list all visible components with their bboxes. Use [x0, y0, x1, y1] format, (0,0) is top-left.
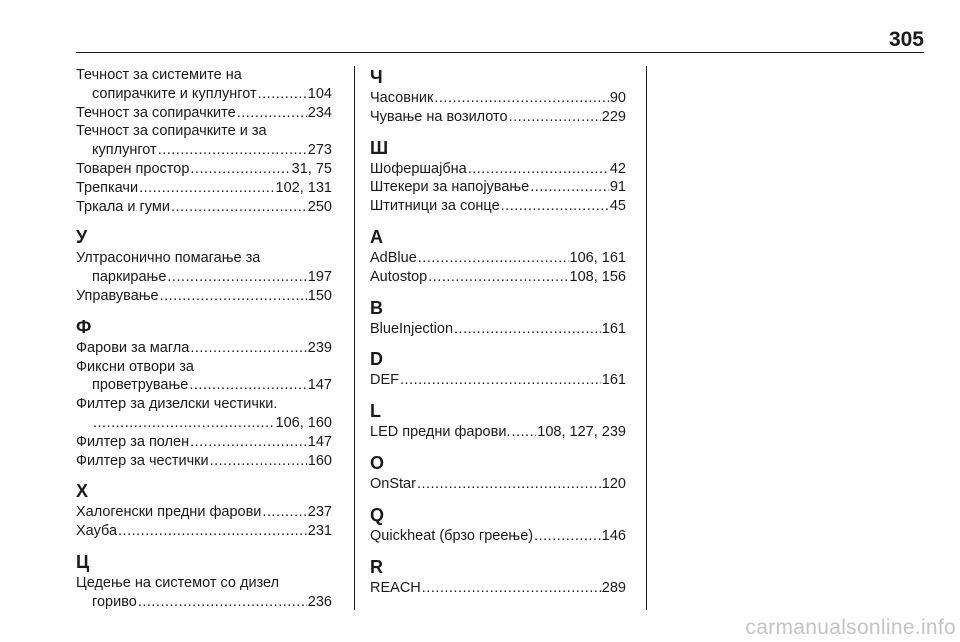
index-entry-line	[76, 452, 332, 471]
page-reference[interactable]: 108, 156	[569, 268, 626, 285]
index-entry-line	[370, 423, 626, 442]
index-entry-text: паркирање	[92, 269, 167, 286]
dot-leader	[417, 475, 601, 494]
dot-leader	[118, 522, 307, 541]
index-column-left	[76, 66, 332, 612]
index-entry[interactable]	[76, 574, 332, 612]
page-number: 305	[888, 28, 924, 51]
page-reference[interactable]: 150	[307, 287, 332, 304]
section-letter: У	[76, 227, 88, 248]
index-entry-text: проветрување	[92, 377, 189, 394]
index-entry-text: LED предни фарови.	[370, 424, 511, 441]
index-entry[interactable]	[370, 89, 626, 108]
page-reference[interactable]: 273	[307, 142, 332, 159]
index-entry-text: Quickheat (брзо греење)	[370, 527, 534, 544]
index-entry[interactable]	[76, 395, 332, 433]
dot-leader	[93, 414, 275, 433]
index-entry[interactable]	[76, 522, 332, 541]
dot-leader	[534, 527, 601, 546]
header-rule	[76, 52, 924, 53]
index-entry[interactable]	[76, 249, 332, 287]
index-entry-line	[76, 104, 332, 123]
index-entry-text: Течност за сопирачките	[76, 104, 236, 121]
index-entry[interactable]	[76, 198, 332, 217]
index-entry[interactable]	[370, 579, 626, 598]
index-entry-text: Шофершајбна	[370, 160, 467, 177]
index-entry-text: Течност за системите на	[76, 67, 242, 83]
index-entry-line	[76, 414, 332, 433]
index-entry-text: AdBlue	[370, 249, 417, 266]
index-entry[interactable]	[370, 178, 626, 197]
index-entry-line	[76, 433, 332, 452]
section-letter: Ч	[370, 67, 383, 87]
index-entry-line	[76, 287, 332, 306]
page-reference[interactable]: 91	[609, 179, 626, 196]
index-entry[interactable]	[370, 423, 626, 442]
section-letter: Х	[76, 481, 89, 502]
section-letter: R	[370, 556, 383, 577]
index-entry[interactable]	[370, 320, 626, 339]
index-entry-line	[76, 395, 332, 414]
index-entry[interactable]	[370, 475, 626, 494]
dot-leader	[262, 503, 306, 522]
dot-leader	[171, 198, 307, 217]
section-letter: O	[370, 452, 385, 473]
index-entry-line	[76, 503, 332, 522]
index-entry-text: Фиксни отвори за	[76, 358, 194, 375]
index-column-right	[370, 66, 626, 597]
index-entry-text: BlueInjection	[370, 320, 454, 337]
page-reference[interactable]: 120	[601, 475, 626, 492]
index-entry-text: Управување	[76, 287, 159, 304]
dot-leader	[530, 178, 609, 197]
index-entry-text: DEF	[370, 372, 399, 389]
dot-leader	[434, 89, 608, 108]
index-entry[interactable]	[76, 66, 332, 104]
index-entry[interactable]	[370, 371, 626, 390]
index-entry-line	[76, 376, 332, 395]
page-reference[interactable]: 197	[307, 269, 332, 286]
section-letter: A	[370, 226, 383, 247]
dot-leader	[190, 433, 307, 452]
index-entry-line	[370, 197, 626, 216]
index-entry-line	[76, 122, 332, 141]
dot-leader	[138, 593, 307, 612]
page-reference[interactable]: 161	[601, 320, 626, 337]
index-entry-line	[370, 178, 626, 197]
page-reference[interactable]: 239	[307, 339, 332, 356]
index-entry-line	[370, 579, 626, 598]
index-entry[interactable]	[370, 268, 626, 287]
index-entry-text: REACH	[370, 579, 421, 596]
section-letter: B	[370, 297, 383, 318]
dot-leader	[454, 320, 601, 339]
page-reference[interactable]: 31, 75	[291, 160, 332, 177]
index-entry[interactable]	[76, 104, 332, 123]
page-reference[interactable]: 234	[307, 104, 332, 121]
dot-leader	[190, 339, 306, 358]
index-entry-line	[370, 320, 626, 339]
index-entry-text: Штекери за напојување	[370, 179, 530, 196]
dot-leader	[190, 160, 290, 179]
dot-leader	[468, 160, 609, 179]
index-entry[interactable]	[370, 527, 626, 546]
dot-leader	[501, 197, 609, 216]
dot-leader	[422, 579, 601, 598]
dot-leader	[210, 452, 307, 471]
index-entry[interactable]	[76, 358, 332, 396]
index-entry-line	[76, 358, 332, 377]
index-entry-line	[76, 85, 332, 104]
index-entry-text: Течност за сопирачките и за	[76, 123, 267, 140]
dot-leader	[258, 85, 307, 104]
index-entry-text: Тркала и гуми	[76, 198, 170, 215]
page-reference[interactable]: 237	[307, 504, 332, 521]
index-entry-line	[370, 475, 626, 494]
index-entry[interactable]	[76, 339, 332, 358]
page-reference[interactable]: 231	[307, 523, 332, 540]
index-entry-line	[76, 179, 332, 198]
page-reference[interactable]: 147	[307, 433, 332, 450]
page-reference[interactable]: 250	[307, 198, 332, 215]
column-divider	[354, 66, 355, 610]
index-entry-line	[370, 268, 626, 287]
watermark: carmanualsonline.info	[745, 616, 956, 639]
dot-leader	[189, 376, 306, 395]
index-entry-text: OnStar	[370, 475, 416, 492]
index-entry[interactable]	[370, 249, 626, 268]
index-entry-text: Ултрасонично помагање за	[76, 250, 261, 267]
dot-leader	[160, 287, 307, 306]
dot-leader	[167, 268, 306, 287]
page-reference[interactable]: 147	[307, 377, 332, 394]
page-reference[interactable]: 42	[609, 160, 626, 177]
dot-leader	[511, 423, 536, 442]
index-entry-text: сопирачките и куплунгот	[92, 85, 257, 102]
page-reference[interactable]: 102, 131	[275, 179, 332, 196]
index-entry-text: куплунгот	[92, 142, 157, 159]
index-entry[interactable]	[76, 287, 332, 306]
page-reference[interactable]: 146	[601, 527, 626, 544]
index-entry-line	[76, 574, 332, 593]
dot-leader	[428, 268, 568, 287]
index-entry[interactable]	[76, 452, 332, 471]
index-entry[interactable]	[76, 122, 332, 160]
index-entry[interactable]	[370, 197, 626, 216]
section-letter: Q	[370, 504, 385, 525]
index-entry-text: Хауба	[76, 523, 118, 540]
index-entry-line	[76, 141, 332, 160]
dot-leader	[418, 249, 569, 268]
index-entry-line	[370, 89, 626, 108]
page-reference[interactable]: 161	[601, 372, 626, 389]
section-letter: D	[370, 349, 383, 370]
index-entry-line	[370, 527, 626, 546]
section-letter: Ф	[76, 316, 92, 337]
page-reference[interactable]: 90	[609, 90, 626, 106]
section-letter: Ш	[370, 137, 389, 158]
page-reference[interactable]: 108, 127, 239	[537, 424, 626, 441]
dot-leader	[400, 371, 601, 390]
index-entry-line	[76, 249, 332, 268]
index-entry[interactable]	[76, 179, 332, 198]
index-entry-text: Филтер за честички	[76, 452, 209, 469]
index-entry-line	[76, 198, 332, 217]
column-divider	[646, 66, 647, 610]
page-reference[interactable]: 45	[609, 198, 626, 215]
index-entry-line	[76, 160, 332, 179]
index-entry-text: Часовник	[370, 90, 434, 106]
index-entry-text: Трепкачи	[76, 179, 139, 196]
index-entry[interactable]	[370, 108, 626, 127]
page-reference[interactable]: 106, 161	[569, 249, 626, 266]
page-reference[interactable]: 229	[601, 108, 626, 125]
index-entry-line	[370, 249, 626, 268]
index-entry[interactable]	[76, 160, 332, 179]
dot-leader	[158, 141, 307, 160]
index-entry-line	[76, 522, 332, 541]
index-entry-text: Autostop	[370, 268, 428, 285]
dot-leader	[509, 108, 601, 127]
index-entry-line	[370, 371, 626, 390]
index-entry-text: Фарови за магла	[76, 339, 190, 356]
index-entry-text: Чување на возилото	[370, 108, 508, 125]
page-reference[interactable]: 160	[307, 452, 332, 469]
index-entry-text: гориво	[92, 593, 137, 610]
index-entry-text: Товарен простор	[76, 160, 190, 177]
index-entry-text: Филтер за дизелски честички.	[76, 396, 278, 413]
index-entry-line	[370, 108, 626, 127]
index-entry-text: Штитници за сонце	[370, 198, 500, 215]
index-entry-line	[76, 339, 332, 358]
section-letter: Ц	[76, 551, 90, 572]
section-letter: L	[370, 401, 381, 422]
index-entry-text: Цедење на системот со дизел	[76, 574, 280, 591]
index-entry[interactable]	[370, 160, 626, 179]
dot-leader	[237, 104, 307, 123]
index-entry-line	[76, 66, 332, 85]
index-entry-line	[370, 160, 626, 179]
page-reference[interactable]: 236	[307, 593, 332, 610]
index-entry-text: Филтер за полен	[76, 433, 190, 450]
index-entry[interactable]	[76, 433, 332, 452]
index-entry-line	[76, 268, 332, 287]
page-reference[interactable]: 106, 160	[275, 414, 332, 431]
index-entry-line	[76, 593, 332, 612]
page-reference[interactable]: 289	[601, 579, 626, 596]
page-reference[interactable]: 104	[307, 85, 332, 102]
index-entry[interactable]	[76, 503, 332, 522]
index-entry-text: Халогенски предни фарови	[76, 504, 262, 521]
dot-leader	[139, 179, 274, 198]
